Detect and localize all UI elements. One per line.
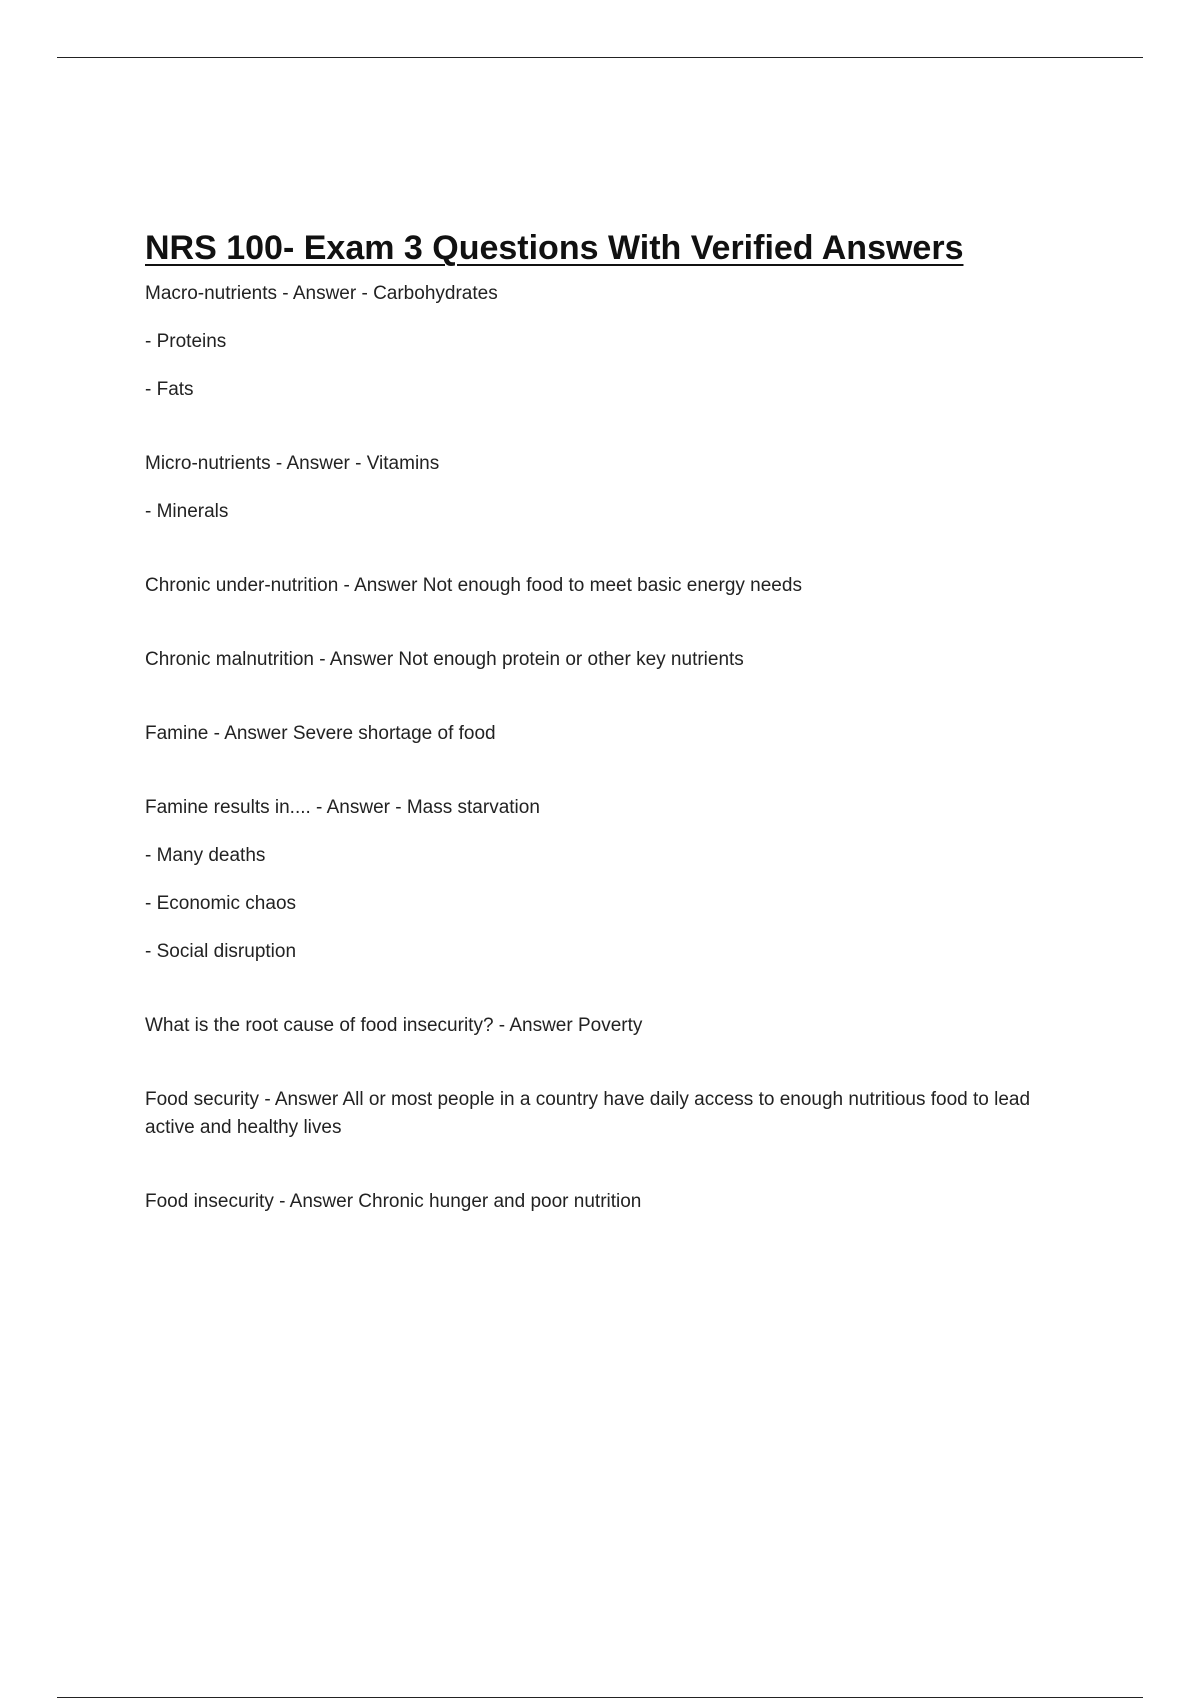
qa-line: Macro-nutrients - Answer - Carbohydrates — [145, 283, 498, 304]
qa-line: Famine - Answer Severe shortage of food — [145, 723, 496, 744]
qa-line: - Proteins — [145, 331, 227, 352]
qa-entry — [145, 646, 1065, 674]
qa-entry — [145, 720, 1065, 748]
qa-line: Chronic malnutrition - Answer Not enough protein or other key nutrients — [145, 649, 744, 670]
qa-line: Micro-nutrients - Answer - Vitamins — [145, 453, 440, 474]
qa-entry — [145, 572, 1065, 600]
qa-entry — [145, 1188, 1065, 1216]
qa-list — [145, 280, 1065, 1216]
qa-line: Chronic under-nutrition - Answer Not enough food to meet basic energy needs — [145, 575, 802, 596]
qa-line: Famine results in.... - Answer - Mass starvation — [145, 797, 540, 818]
qa-entry — [145, 1086, 1065, 1142]
qa-entry — [145, 1012, 1065, 1040]
header-rule — [57, 57, 1143, 58]
document-body — [145, 226, 1065, 1262]
qa-line: - Many deaths — [145, 845, 266, 866]
qa-line: - Economic chaos — [145, 893, 297, 914]
qa-line: - Minerals — [145, 501, 229, 522]
qa-line: Food security - Answer All or most people in a country have daily access to enough nutritious food to lead active and healthy lives — [145, 1089, 1031, 1138]
qa-entry — [145, 280, 1065, 404]
qa-entry — [145, 794, 1065, 966]
document-title: NRS 100- Exam 3 Questions With Verified Answers — [145, 229, 964, 267]
qa-entry — [145, 450, 1065, 526]
qa-line: Food insecurity - Answer Chronic hunger and poor nutrition — [145, 1191, 642, 1212]
qa-line: - Fats — [145, 379, 194, 400]
footer-rule — [57, 1697, 1143, 1698]
qa-line: - Social disruption — [145, 941, 297, 962]
qa-line: What is the root cause of food insecurity? - Answer Poverty — [145, 1015, 643, 1036]
